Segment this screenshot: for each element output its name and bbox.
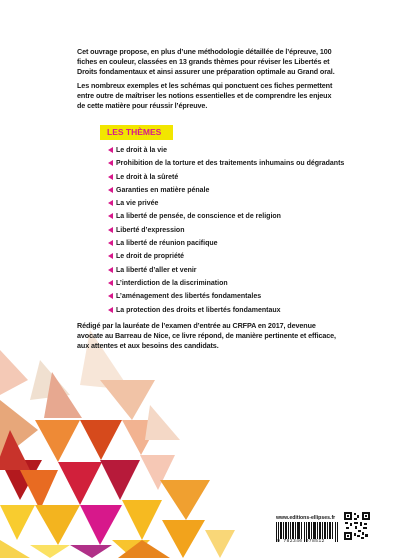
triangle-bullet-icon	[108, 147, 113, 153]
isbn-number: 9 782340 078512	[277, 539, 325, 544]
theme-item: La liberté de pensée, de conscience et de religion	[116, 212, 344, 225]
triangle-bullet-icon	[108, 227, 113, 233]
theme-item: La liberté d’aller et venir	[116, 266, 344, 279]
theme-item: Prohibition de la torture et des traitements inhumains ou dégradants	[116, 159, 344, 172]
themes-list	[116, 146, 344, 319]
theme-item: La protection des droits et libertés fondamentaux	[116, 306, 344, 319]
intro-text	[77, 47, 339, 116]
theme-item: La liberté de réunion pacifique	[116, 239, 344, 252]
theme-item: Garanties en matière pénale	[116, 186, 344, 199]
triangle-bullet-icon	[108, 240, 113, 246]
triangle-bullet-icon	[108, 293, 113, 299]
triangle-bullet-icon	[108, 187, 113, 193]
triangle-bullet-icon	[108, 213, 113, 219]
publisher-website: www.editions-ellipses.fr	[276, 515, 336, 521]
themes-heading: LES THÈMES	[100, 125, 173, 140]
theme-item: L’interdiction de la discrimination	[116, 279, 344, 292]
theme-item: Le droit à la vie	[116, 146, 344, 159]
author-description: Rédigé par la lauréate de l’examen d’entrée au CRFPA en 2017, devenue avocate au Barreau de Nice, ce livre répond, de manière pertinente et efficace, aux attentes et aux besoins des candidats.	[77, 321, 336, 350]
triangle-bullet-icon	[108, 307, 113, 313]
intro-paragraph-2: Les nombreux exemples et les schémas qui ponctuent ces fiches permettent entre outre de maîtriser les notions essentielles et de comprendre les enjeux de cette matière pour réussir l’épreuve.	[77, 81, 333, 110]
theme-item: L’aménagement des libertés fondamentales	[116, 292, 344, 305]
triangle-bullet-icon	[108, 160, 113, 166]
theme-item: Le droit de propriété	[116, 252, 344, 265]
triangle-bullet-icon	[108, 200, 113, 206]
triangle-bullet-icon	[108, 267, 113, 273]
triangle-bullet-icon	[108, 280, 113, 286]
theme-item: Liberté d’expression	[116, 226, 344, 239]
intro-paragraph-1: Cet ouvrage propose, en plus d’une méthodologie détaillée de l’épreuve, 100 fiches en couleur, classées en 13 grands thèmes pour réviser les Libertés et Droits fondamentaux et ainsi assurer une préparation optimale au Grand oral.	[77, 47, 335, 76]
triangle-bullet-icon	[108, 174, 113, 180]
theme-item: La vie privée	[116, 199, 344, 212]
theme-item: Le droit à la sûreté	[116, 173, 344, 186]
triangle-bullet-icon	[108, 253, 113, 259]
qr-code-icon	[344, 512, 370, 540]
